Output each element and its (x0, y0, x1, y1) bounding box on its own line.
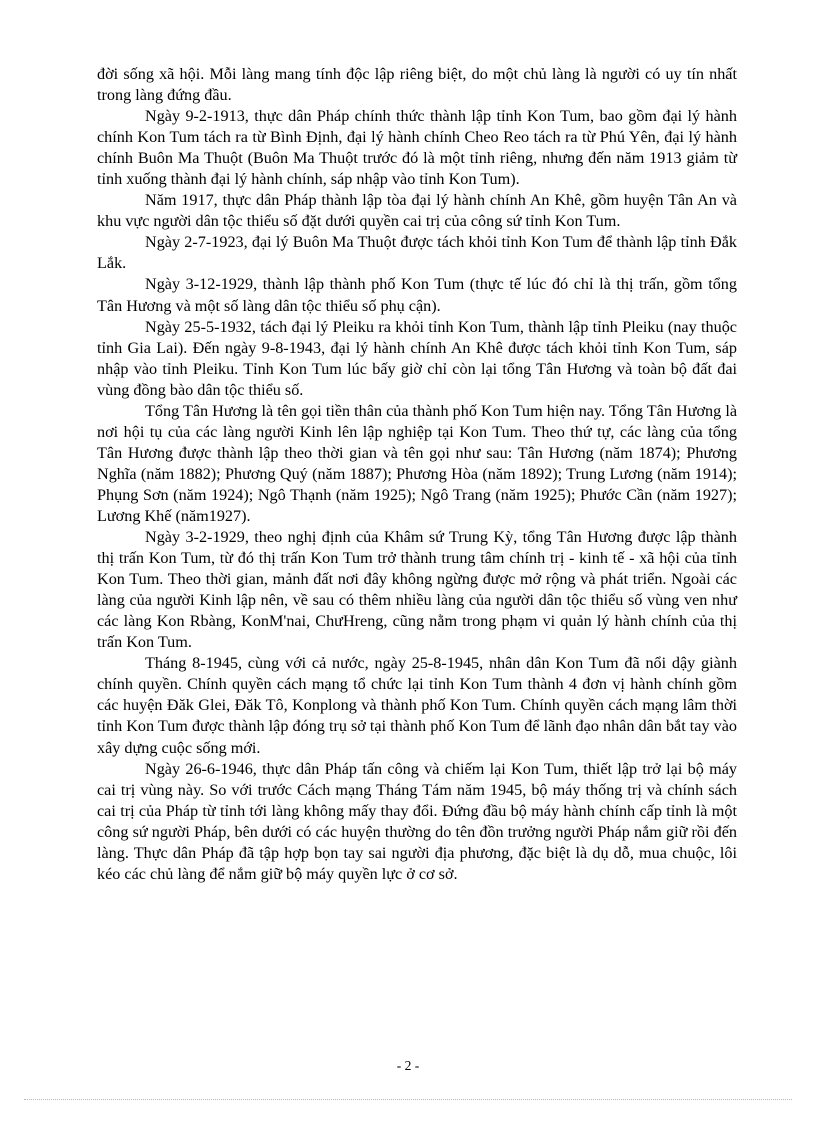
paragraph-7: Tổng Tân Hương là tên gọi tiền thân của thành phố Kon Tum hiện nay. Tổng Tân Hương là nơi hội tụ của các làng người Kinh lên lập nghiệp tại Kon Tum. Theo thứ tự, các làng của tổng Tân Hương được thành lập theo thời gian và tên gọi như sau: Tân Hương (năm 1874); Phương Nghĩa (năm 1882); Phương Quý (năm 1887); Phương Hòa (năm 1892); Trung Lương (năm 1914); Phụng Sơn (năm 1924); Ngô Thạnh (năm 1925); Ngô Trang (năm 1925); Phước Cần (năm 1927); Lương Khế (năm1927). (97, 401, 737, 525)
page-number: - 2 - (396, 1058, 420, 1073)
paragraph-9: Tháng 8-1945, cùng với cả nước, ngày 25-8-1945, nhân dân Kon Tum đã nổi dậy giành chính quyền. Chính quyền cách mạng tổ chức lại tỉnh Kon Tum thành 4 đơn vị hành chính gồm các huyện Đăk Glei, Đăk Tô, Konplong và thành phố Kon Tum. Chính quyền cách mạng lâm thời tỉnh Kon Tum được thành lập đóng trụ sở tại thành phố Kon Tum để lãnh đạo nhân dân bắt tay vào xây dựng cuộc sống mới. (97, 654, 737, 757)
paragraph-10: Ngày 26-6-1946, thực dân Pháp tấn công và chiếm lại Kon Tum, thiết lập trở lại bộ máy cai trị vùng này. So với trước Cách mạng Tháng Tám năm 1945, bộ máy thống trị và chính sách cai trị của Pháp từ tỉnh tới làng không mấy thay đổi. Đứng đầu bộ máy hành chính cấp tỉnh là một công sứ người Pháp, bên dưới có các huyện thường do tên đồn trưởng người Pháp nắm giữ rồi đến làng. Thực dân Pháp đã tập hợp bọn tay sai người địa phương, đặc biệt là dụ dỗ, mua chuộc, lôi kéo các chủ làng để nắm giữ bộ máy quyền lực ở cơ sở. (97, 759, 737, 883)
paragraph-8: Ngày 3-2-1929, theo nghị định của Khâm sứ Trung Kỳ, tổng Tân Hương được lập thành thị trấn Kon Tum, từ đó thị trấn Kon Tum trở thành trung tâm chính trị - kinh tế - xã hội của tỉnh Kon Tum. Theo thời gian, mảnh đất nơi đây không ngừng được mở rộng và phát triển. Ngoài các làng của người Kinh lập nên, về sau có thêm nhiều làng của người dân tộc thiểu số vùng ven như các làng Kon Rbàng, KonM'nai, ChưHreng, cũng nằm trong phạm vi quản lý hành chính của thị trấn Kon Tum. (97, 528, 737, 652)
page-bottom-divider (24, 1099, 792, 1100)
paragraph-1: đời sống xã hội. Mỗi làng mang tính độc lập riêng biệt, do một chủ làng là người có uy tín nhất trong làng đứng đầu. (97, 65, 737, 105)
paragraph-5: Ngày 3-12-1929, thành lập thành phố Kon Tum (thực tế lúc đó chỉ là thị trấn, gồm tổng Tân Hương và một số làng dân tộc thiểu số phụ cận). (97, 275, 737, 315)
document-body (97, 64, 737, 885)
paragraph-2: Ngày 9-2-1913, thực dân Pháp chính thức thành lập tỉnh Kon Tum, bao gồm đại lý hành chính Kon Tum tách ra từ Bình Định, đại lý hành chính Cheo Reo tách ra từ Phú Yên, đại lý hành chính Buôn Ma Thuột (Buôn Ma Thuột trước đó là một tỉnh riêng, nhưng đến năm 1913 giảm từ tỉnh xuống thành đại lý hành chính, sáp nhập vào tỉnh Kon Tum). (97, 107, 737, 189)
paragraph-6: Ngày 25-5-1932, tách đại lý Pleiku ra khỏi tỉnh Kon Tum, thành lập tỉnh Pleiku (nay thuộc tỉnh Gia Lai). Đến ngày 9-8-1943, đại lý hành chính An Khê được tách khỏi tỉnh Kon Tum, sáp nhập vào tỉnh Pleiku. Tỉnh Kon Tum lúc bấy giờ chỉ còn lại tổng Tân Hương và toàn bộ đất đai vùng đồng bào dân tộc thiểu số. (97, 317, 737, 399)
paragraph-3: Năm 1917, thực dân Pháp thành lập tòa đại lý hành chính An Khê, gồm huyện Tân An và khu vực người dân tộc thiểu số đặt dưới quyền cai trị của công sứ tỉnh Kon Tum. (97, 191, 737, 231)
paragraph-4: Ngày 2-7-1923, đại lý Buôn Ma Thuột được tách khỏi tỉnh Kon Tum để thành lập tỉnh Đắk Lắk. (97, 233, 737, 273)
